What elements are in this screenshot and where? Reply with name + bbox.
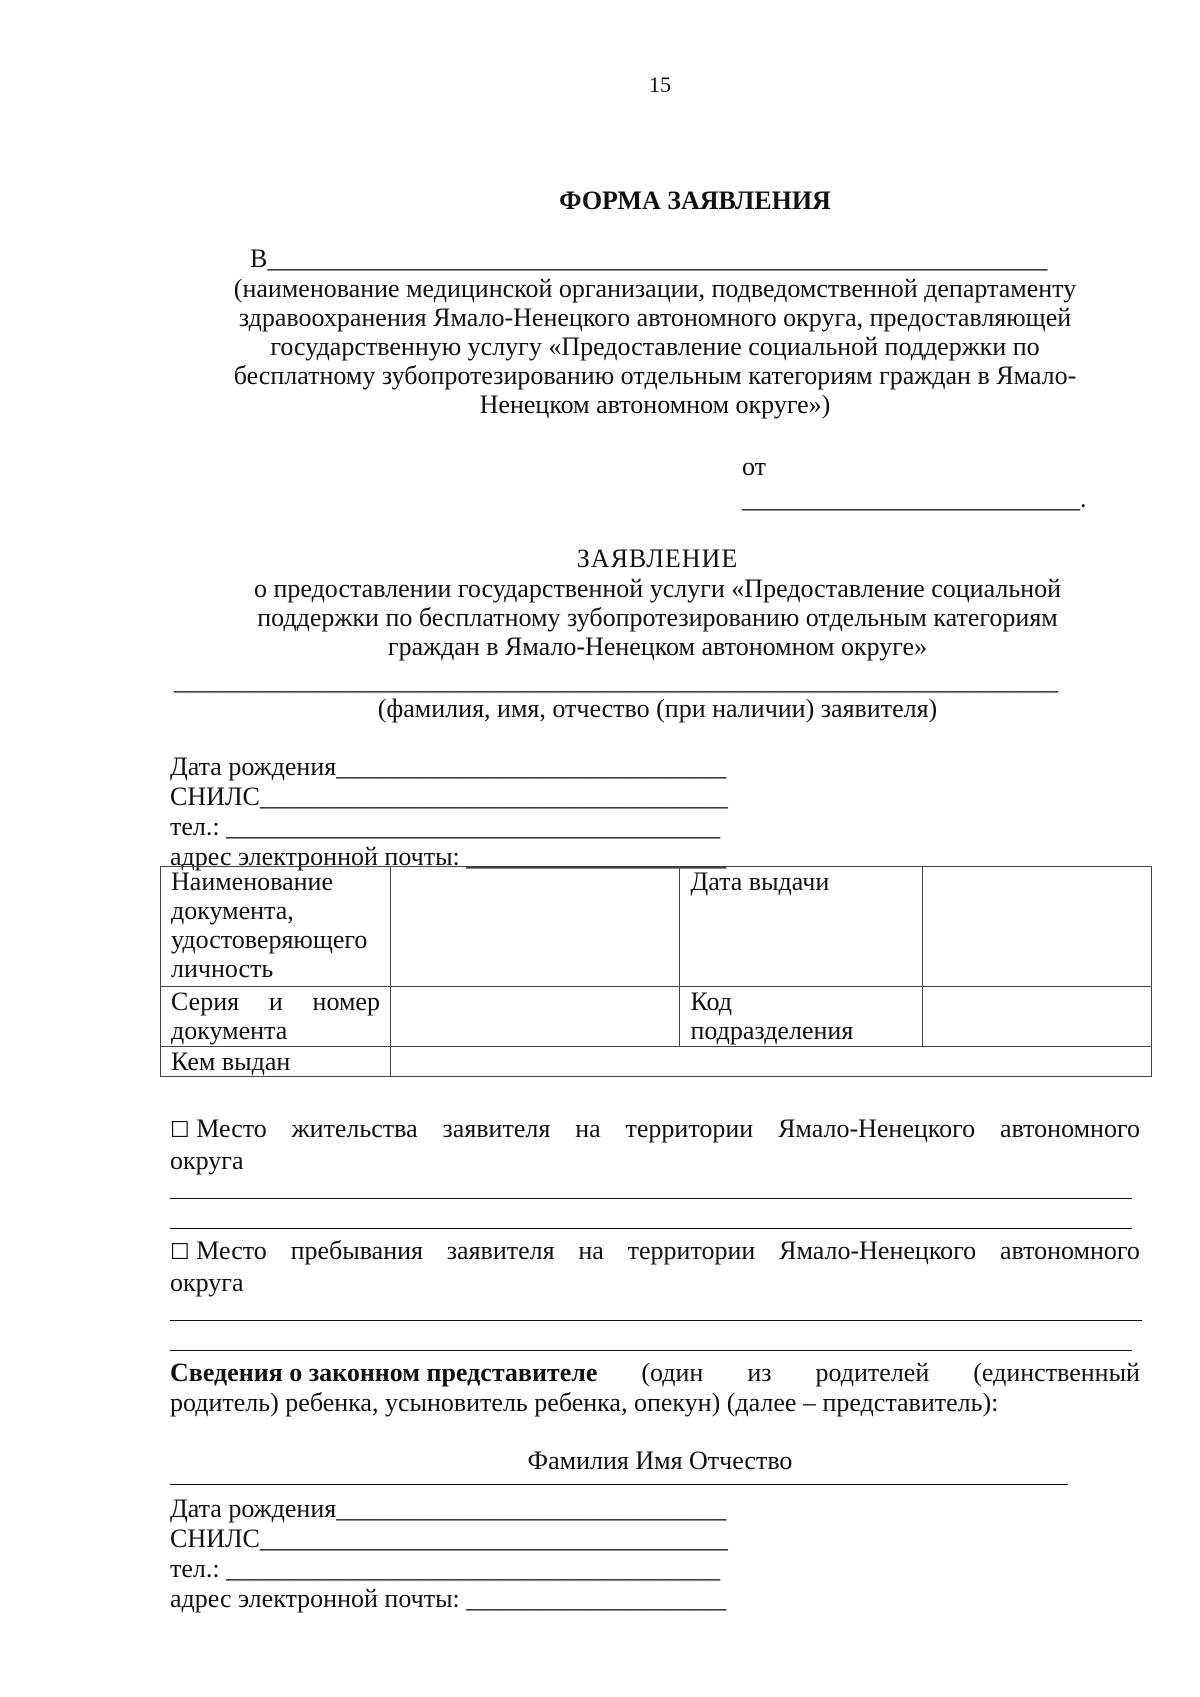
addressee-blank: ____________________________________________________________ <box>267 244 1048 273</box>
statement-subtitle-line: граждан в Ямало-Ненецком автономном округе» <box>387 632 928 661</box>
residence-blank-line[interactable] <box>170 1228 1132 1229</box>
from-label: от <box>742 452 767 481</box>
applicant-phone-field[interactable]: тел.: ______________________________________ <box>170 812 721 841</box>
representative-snils-field[interactable]: СНИЛС____________________________________ <box>170 1524 728 1553</box>
representative-word: из <box>747 1358 772 1387</box>
representative-fio-blank[interactable] <box>170 1484 1068 1485</box>
representative-phone-field[interactable]: тел.: ______________________________________ <box>170 1554 721 1583</box>
doc-name-value-cell[interactable] <box>390 867 680 987</box>
residence-word: автономного <box>999 1114 1140 1143</box>
addressee-caption-line: (наименование медицинской организации, подведомственной департаменту <box>233 274 1077 303</box>
residence-word: Ямало-Ненецкого <box>778 1114 976 1143</box>
stay-blank-line[interactable] <box>170 1350 1132 1351</box>
table-row <box>161 987 1152 1047</box>
representative-block <box>170 1358 1142 1418</box>
from-blank: __________________________. <box>742 484 1087 513</box>
table-row <box>161 1047 1152 1077</box>
addressee-caption-line: здравоохранения Ямало-Ненецкого автономного округа, предоставляющей <box>238 303 1072 332</box>
id-document-table <box>160 866 1152 1077</box>
residence-line <box>170 1114 1140 1146</box>
label-word: номер <box>312 987 380 1016</box>
applicant-fio-blank: ____________________________________________________________________ <box>174 666 1058 695</box>
form-title: ФОРМА ЗАЯВЛЕНИЯ <box>559 186 831 215</box>
residence-word: жительства <box>291 1114 418 1143</box>
doc-name-label-line: удостоверяющего <box>171 925 368 954</box>
series-number-value-cell[interactable] <box>390 987 680 1047</box>
statement-subtitle-line: поддержки по бесплатному зубопротезированию отдельным категориям <box>257 603 1058 632</box>
label-word: и <box>268 987 283 1016</box>
statement-title: ЗАЯВЛЕНИЕ <box>576 544 739 573</box>
page-number: 15 <box>649 72 671 97</box>
residence-blank-line[interactable] <box>170 1198 1132 1199</box>
representative-heading: Сведения о законном представителе <box>170 1358 598 1387</box>
representative-fio-label: Фамилия Имя Отчество <box>527 1446 793 1475</box>
representative-word: родителей <box>815 1358 930 1387</box>
issued-by-label-cell: Кем выдан <box>161 1047 391 1077</box>
doc-name-label-line: документа, <box>171 896 294 925</box>
series-number-label-line: документа <box>171 1016 288 1045</box>
residence-word: территории <box>625 1114 754 1143</box>
stay-word: территории <box>627 1236 756 1265</box>
representative-line: родитель) ребенка, усыновитель ребенка, опекун) (далее – представитель): <box>170 1388 999 1417</box>
table-row <box>161 867 1152 987</box>
doc-name-label-line: личность <box>171 954 274 983</box>
representative-line <box>170 1358 1140 1388</box>
dept-code-label-line: Код <box>690 987 732 1016</box>
dept-code-label-cell <box>680 987 923 1047</box>
series-number-label-cell <box>161 987 391 1047</box>
statement-subtitle <box>160 574 1155 661</box>
series-number-label-line <box>171 987 380 1016</box>
issue-date-value-cell[interactable] <box>923 867 1152 987</box>
addressee-line <box>250 244 1047 274</box>
doc-name-label-cell <box>161 867 391 987</box>
stay-word: заявителя <box>446 1236 555 1265</box>
doc-name-label-line: Наименование <box>171 867 333 896</box>
applicant-snils-field[interactable]: СНИЛС____________________________________ <box>170 782 728 811</box>
stay-line <box>170 1236 1140 1268</box>
stay-word: пребывания <box>290 1236 423 1265</box>
dept-code-label-line: подразделения <box>690 1016 854 1045</box>
stay-word: Ямало-Ненецкого <box>779 1236 977 1265</box>
label-word: Серия <box>171 987 240 1016</box>
addressee-prefix: В <box>250 244 268 273</box>
applicant-birthdate-field[interactable]: Дата рождения______________________________ <box>170 752 727 781</box>
representative-word: (единственный <box>973 1358 1140 1387</box>
addressee-caption-line: Ненецком автономном округе») <box>479 390 831 419</box>
applicant-fio-caption: (фамилия, имя, отчество (при наличии) заявителя) <box>377 694 938 723</box>
residence-line: округа <box>170 1146 244 1175</box>
stay-blank-line[interactable] <box>170 1320 1142 1321</box>
residence-word: заявителя <box>442 1114 551 1143</box>
representative-email-field[interactable]: адрес электронной почты: ____________________ <box>170 1584 727 1613</box>
residence-word: на <box>575 1114 601 1143</box>
stay-block <box>170 1236 1142 1298</box>
stay-checkbox[interactable]: ☐ Место <box>170 1236 267 1265</box>
residence-block <box>170 1114 1142 1176</box>
addressee-caption <box>170 274 1140 419</box>
addressee-caption-line: бесплатному зубопротезированию отдельным категориям граждан в Ямало- <box>233 361 1077 390</box>
stay-word: автономного <box>999 1236 1140 1265</box>
representative-word: (один <box>641 1358 704 1387</box>
residence-checkbox[interactable]: ☐ Место <box>170 1114 267 1143</box>
issue-date-label-cell: Дата выдачи <box>680 867 923 987</box>
representative-birthdate-field[interactable]: Дата рождения______________________________ <box>170 1494 727 1523</box>
issued-by-value-cell[interactable] <box>390 1047 1151 1077</box>
stay-word: на <box>578 1236 604 1265</box>
statement-subtitle-line: о предоставлении государственной услуги «Предоставление социальной <box>253 574 1062 603</box>
applicant-email-field[interactable]: адрес электронной почты: ____________________ <box>170 842 727 871</box>
stay-line: округа <box>170 1268 244 1297</box>
dept-code-value-cell[interactable] <box>923 987 1152 1047</box>
addressee-caption-line: государственную услугу «Предоставление социальной поддержки по <box>270 332 1040 361</box>
